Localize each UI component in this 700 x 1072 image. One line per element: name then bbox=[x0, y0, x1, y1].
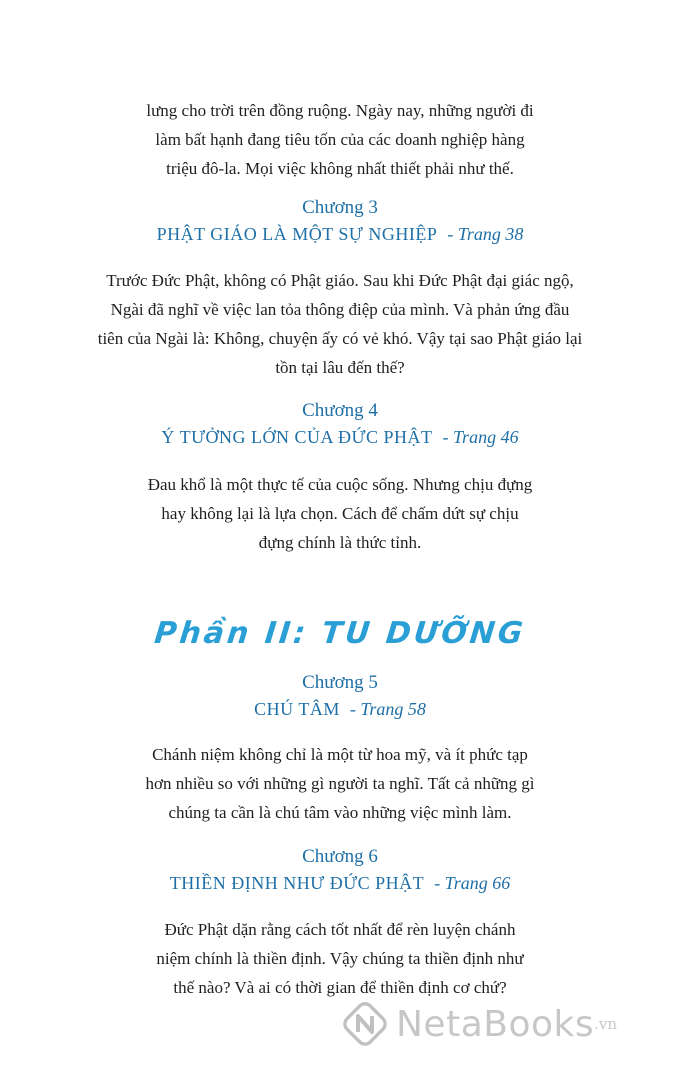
part-heading-block bbox=[0, 614, 680, 654]
chapter-number: Chương 6 bbox=[302, 846, 378, 867]
chapter-6-heading bbox=[0, 844, 680, 896]
watermark-suffix: .vn bbox=[594, 1015, 618, 1033]
chapter-3-summary bbox=[0, 266, 680, 382]
chapter-page-ref: - Trang 38 bbox=[447, 224, 524, 244]
summary-line: Đức Phật dặn rằng cách tốt nhất để rèn luyện chánh bbox=[164, 920, 516, 939]
intro-line: triệu đô-la. Mọi việc không nhất thiết phải như thế. bbox=[166, 159, 514, 178]
intro-paragraph bbox=[0, 96, 680, 183]
chapter-title: THIỀN ĐỊNH NHƯ ĐỨC PHẬT bbox=[169, 873, 425, 893]
summary-line: Trước Đức Phật, không có Phật giáo. Sau khi Đức Phật đại giác ngộ, bbox=[106, 271, 574, 290]
chapter-5-summary bbox=[0, 740, 680, 827]
netabooks-n-logo-icon bbox=[342, 1001, 388, 1047]
chapter-title: CHÚ TÂM bbox=[254, 699, 340, 719]
chapter-title-line bbox=[0, 870, 680, 896]
summary-line: tiên của Ngài là: Không, chuyện ấy có vẻ khó. Vậy tại sao Phật giáo lại bbox=[97, 329, 583, 348]
chapter-title: PHẬT GIÁO LÀ MỘT SỰ NGHIỆP bbox=[156, 224, 438, 244]
summary-line: đựng chính là thức tỉnh. bbox=[258, 533, 422, 552]
intro-line: lưng cho trời trên đồng ruộng. Ngày nay, những người đi bbox=[146, 101, 534, 120]
chapter-page-ref: - Trang 58 bbox=[349, 699, 426, 719]
chapter-page-ref: - Trang 66 bbox=[434, 873, 511, 893]
summary-line: hay không lại là lựa chọn. Cách để chấm dứt sự chịu bbox=[161, 504, 519, 523]
chapter-title-line bbox=[0, 221, 680, 247]
chapter-4-heading bbox=[0, 398, 680, 450]
chapter-number: Chương 3 bbox=[302, 197, 378, 218]
summary-line: tồn tại lâu đến thế? bbox=[275, 358, 405, 377]
summary-line: niệm chính là thiền định. Vậy chúng ta thiền định như bbox=[156, 949, 524, 968]
summary-line: Ngài đã nghĩ về việc lan tỏa thông điệp của mình. Và phản ứng đầu bbox=[110, 300, 570, 319]
chapter-title-line bbox=[0, 696, 680, 722]
summary-line: Đau khổ là một thực tế của cuộc sống. Nhưng chịu đựng bbox=[147, 475, 533, 494]
summary-line: chúng ta cần là chú tâm vào những việc mình làm. bbox=[168, 803, 512, 822]
summary-line: hơn nhiều so với những gì người ta nghĩ. Tất cả những gì bbox=[145, 774, 535, 793]
chapter-number: Chương 5 bbox=[302, 672, 378, 693]
summary-line: thế nào? Và ai có thời gian để thiền định cơ chứ? bbox=[173, 978, 507, 997]
chapter-5-heading bbox=[0, 670, 680, 722]
chapter-title-line bbox=[0, 424, 680, 450]
chapter-4-summary bbox=[0, 470, 680, 557]
chapter-page-ref: - Trang 46 bbox=[442, 427, 519, 447]
chapter-6-summary bbox=[0, 915, 680, 1002]
chapter-title: Ý TƯỞNG LỚN CỦA ĐỨC PHẬT bbox=[161, 427, 433, 447]
watermark-brand: NetaBooks bbox=[396, 1003, 595, 1045]
chapter-number: Chương 4 bbox=[302, 400, 378, 421]
intro-line: làm bất hạnh đang tiêu tốn của các doanh nghiệp hàng bbox=[155, 130, 525, 149]
netabooks-watermark bbox=[342, 996, 682, 1052]
part-heading: Phần II: TU DƯỠNG bbox=[152, 616, 528, 651]
summary-line: Chánh niệm không chỉ là một từ hoa mỹ, và ít phức tạp bbox=[152, 745, 528, 764]
chapter-3-heading bbox=[0, 195, 680, 247]
